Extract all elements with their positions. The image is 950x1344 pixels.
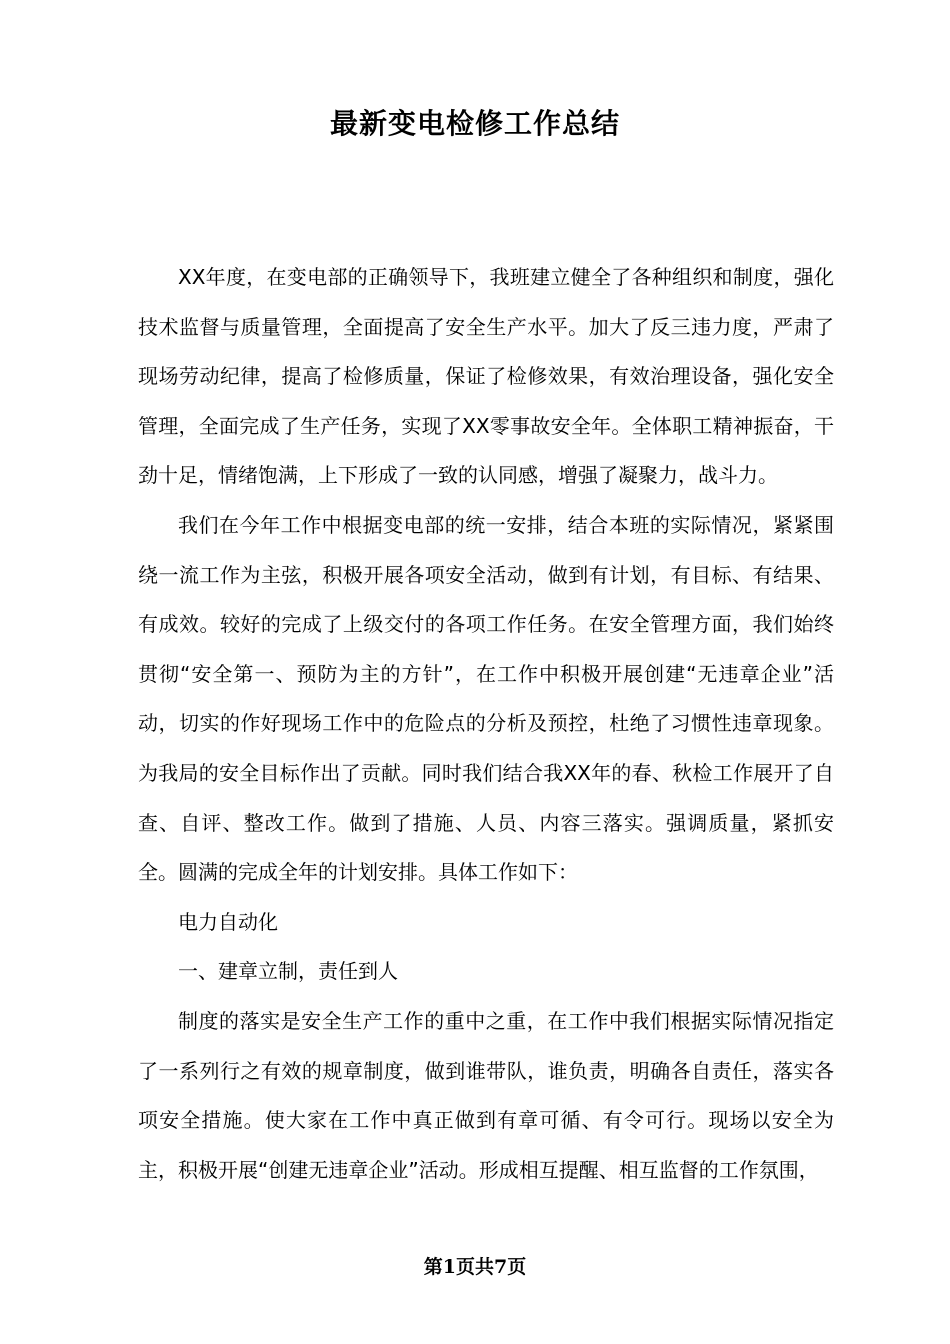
paragraph-plan: 我们在今年工作中根据变电部的统一安排，结合本班的实际情况，紧紧围绕一流工作为主弦，积极开展各项安全活动，做到有计划，有目标、有结果、有成效。较好的完成了上级交付的各项工作任务。在安全管理方面，我们始终贯彻“安全第一、预防为主的方针”，在工作中积极开展创建“无违章企业”活动，切实的作好现场工作中的危险点的分析及预控，杜绝了习惯性违章现象。为我局的安全目标作出了贡献。同时我们结合我XX年的春、秋检工作展开了自查、自评、整改工作。做到了措施、人员、内容三落实。强调质量，紧抓安全。圆满的完成全年的计划安排。具体工作如下： xyxy=(138,512,834,885)
document-title: 最新变电检修工作总结 xyxy=(329,107,620,140)
page-number-footer: 第1页共7页 xyxy=(423,1256,527,1278)
section-heading-rules: 一、建章立制，责任到人 xyxy=(178,959,398,984)
document-body xyxy=(138,253,834,1195)
section-heading-automation: 电力自动化 xyxy=(178,909,278,934)
paragraph-rules: 制度的落实是安全生产工作的重中之重，在工作中我们根据实际情况指定了一系列行之有效的规章制度，做到谁带队，谁负责，明确各自责任，落实各项安全措施。使大家在工作中真正做到有章可循、有令可行。现场以安全为主，积极开展“创建无违章企业”活动。形成相互提醒、相互监督的工作氛围， xyxy=(138,1008,834,1182)
paragraph-intro: XX年度，在变电部的正确领导下，我班建立健全了各种组织和制度，强化技术监督与质量管理，全面提高了安全生产水平。加大了反三违力度，严肃了现场劳动纪律，提高了检修质量，保证了检修效果，有效治理设备，强化安全管理，全面完成了生产任务，实现了XX零事故安全年。全体职工精神振奋，干劲十足，情绪饱满，上下形成了一致的认同感，增强了凝聚力，战斗力。 xyxy=(138,265,834,488)
